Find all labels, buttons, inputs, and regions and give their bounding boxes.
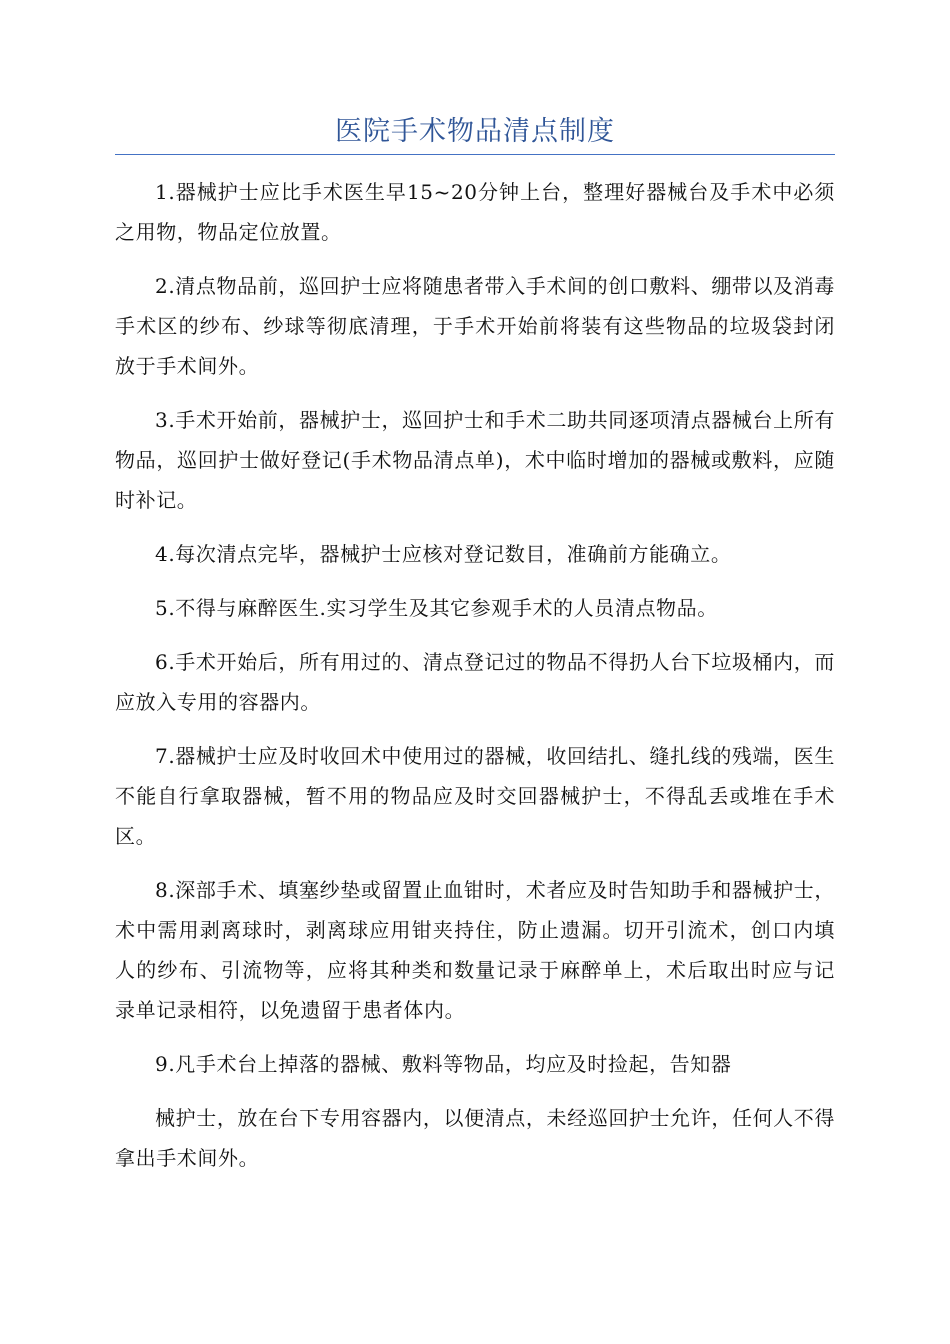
paragraph-7: 7.器械护士应及时收回术中使用过的器械，收回结扎、缝扎线的残端，医生不能自行拿取器械，暂不用的物品应及时交回器械护士，不得乱丢或堆在手术区。 [115, 744, 835, 848]
paragraph-4: 4.每次清点完毕，器械护士应核对登记数目，准确前方能确立。 [155, 542, 732, 566]
paragraph-6: 6.手术开始后，所有用过的、清点登记过的物品不得扔人台下垃圾桶内，而应放入专用的容器内。 [115, 650, 835, 714]
paragraph-5: 5.不得与麻醉医生.实习学生及其它参观手术的人员清点物品。 [155, 596, 718, 620]
document-title: 医院手术物品清点制度 [335, 116, 615, 147]
document-body [115, 172, 835, 1192]
paragraph-2: 2.清点物品前，巡回护士应将随患者带入手术间的创口敷料、绷带以及消毒手术区的纱布、纱球等彻底清理，于手术开始前将装有这些物品的垃圾袋封闭放于手术间外。 [115, 274, 835, 378]
paragraph-1: 1.器械护士应比手术医生早15~20分钟上台，整理好器械台及手术中必须之用物，物品定位放置。 [115, 180, 835, 244]
title-underline [115, 154, 835, 155]
paragraph-3: 3.手术开始前，器械护士，巡回护士和手术二助共同逐项清点器械台上所有物品，巡回护士做好登记(手术物品清点单)，术中临时增加的器械或敷料，应随时补记。 [115, 408, 835, 512]
paragraph-10: 械护士，放在台下专用容器内，以便清点，未经巡回护士允许，任何人不得拿出手术间外。 [115, 1106, 835, 1170]
paragraph-9: 9.凡手术台上掉落的器械、敷料等物品，均应及时捡起，告知器 [155, 1052, 732, 1076]
paragraph-8: 8.深部手术、填塞纱垫或留置止血钳时，术者应及时告知助手和器械护士，术中需用剥离球时，剥离球应用钳夹持住，防止遗漏。切开引流术，创口内填人的纱布、引流物等，应将其种类和数量记录于麻醉单上，术后取出时应与记录单记录相符，以免遗留于患者体内。 [115, 878, 835, 1022]
